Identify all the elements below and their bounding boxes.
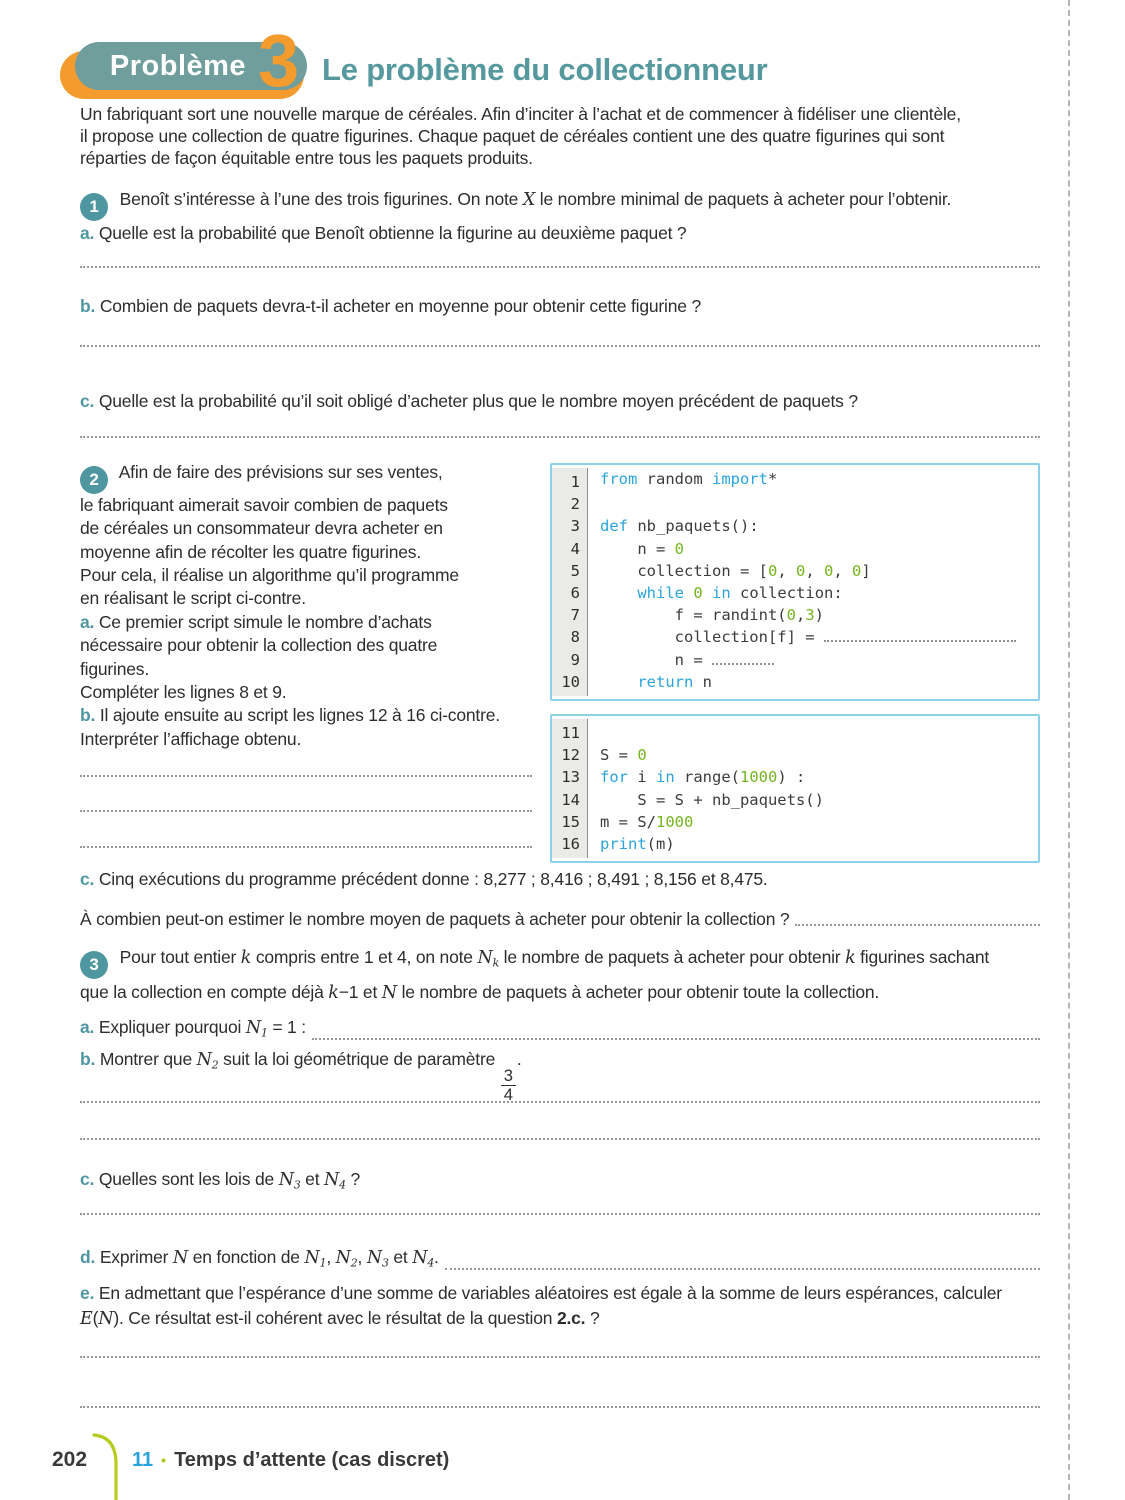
question-3a <box>80 1016 1040 1044</box>
page-title: Le problème du collectionneur <box>322 52 768 87</box>
answer-line <box>80 775 532 777</box>
problem-badge <box>60 19 320 102</box>
code-line: 15 m = S/1000 <box>552 811 1038 833</box>
code-line: 6 while 0 in collection: <box>552 582 1038 604</box>
code-line: 12 S = 0 <box>552 744 1038 766</box>
code-line: 2 <box>552 493 1038 515</box>
chapter-title: Temps d’attente (cas discret) <box>174 1449 450 1471</box>
question-2c-estimate-text: À combien peut-on estimer le nombre moyen de paquets à acheter pour obtenir la collection ? <box>80 909 790 929</box>
chapter-heading <box>132 1449 449 1472</box>
badge-label: Problème <box>109 49 247 82</box>
question-3b: b. Montrer que N2 suit la loi géométrique de paramètre $\frac{3}{4}$ . <box>80 1049 522 1105</box>
question-2c-estimate <box>80 908 1040 930</box>
code-line: 1 from random import* <box>552 465 1038 493</box>
intro-paragraph: Un fabriquant sort une nouvelle marque de céréales. Afin d’inciter à l’achat et de commencer à fidéliser une clientèle, il propose une collection de quatre figurines. Chaque paquet de céréales contient une des quatre figurines qui sont réparties de façon équitable entre tous les paquets produits. <box>80 104 961 168</box>
question-3d <box>80 1246 1040 1274</box>
code-block-2 <box>550 714 1040 863</box>
chapter-separator-dot: • <box>161 1451 167 1468</box>
answer-fill <box>312 1038 1040 1040</box>
code-line: 14 S = S + nb_paquets() <box>552 789 1038 811</box>
question-1-stem: 1 Benoît s’intéresse à l’une des trois figurines. On note X le nombre minimal de paquets à acheter pour l’obtenir. <box>80 188 1040 221</box>
question-1b: b. Combien de paquets devra-t-il acheter en moyenne pour obtenir cette figurine ? <box>80 296 701 316</box>
code-line: 11 <box>552 716 1038 744</box>
question-3-stem: 3 Pour tout entier k compris entre 1 et 4, on note Nk le nombre de paquets à acheter pour obtenir k figurines sachant que la collection en compte déjà k−1 et N le nombre de paquets à acheter pour obtenir toute la collection. <box>80 947 990 1003</box>
code-line: 16 print(m) <box>552 833 1038 861</box>
question-3d-text: d. Exprimer N en fonction de N1, N2, N3 et N4. <box>80 1247 439 1270</box>
answer-line <box>80 266 1040 268</box>
page-number: 202 <box>52 1448 88 1471</box>
question-1c: c. Quelle est la probabilité qu’il soit obligé d’acheter plus que le nombre moyen précédent de paquets ? <box>80 391 858 411</box>
code-line: 10 return n <box>552 671 1038 699</box>
question-3e: e. En admettant que l’espérance d’une somme de variables aléatoires est égale à la somme de leurs espérances, calculer E(N). Ce résultat est-il cohérent avec le résultat de la question 2.c. ? <box>80 1283 1002 1329</box>
chapter-number: 11 <box>132 1449 154 1471</box>
question-1a: a. Quelle est la probabilité que Benoît obtienne la figurine au deuxième paquet ? <box>80 223 687 243</box>
answer-line <box>80 810 532 812</box>
question-3a-text: a. Expliquer pourquoi N1 = 1 : <box>80 1017 306 1040</box>
answer-line <box>80 436 1040 438</box>
badge-number: 3 <box>258 19 300 102</box>
answer-line <box>80 1406 1040 1408</box>
answer-line <box>80 1213 1040 1215</box>
footer-curve <box>84 1432 124 1500</box>
code-line: 13 for i in range(1000) : <box>552 766 1038 788</box>
code-line: 3 def nb_paquets(): <box>552 515 1038 537</box>
answer-line <box>80 1138 1040 1140</box>
code-column <box>550 463 1040 863</box>
answer-line <box>80 345 1040 347</box>
code-line: 4 n = 0 <box>552 538 1038 560</box>
code-line: 9 n = <box>552 649 1038 671</box>
answer-fill <box>795 924 1040 926</box>
answer-line <box>80 1356 1040 1358</box>
answer-line <box>80 1101 1040 1103</box>
code-line: 8 collection[f] = <box>552 626 1038 648</box>
code-block-1 <box>550 463 1040 701</box>
answer-fill <box>445 1268 1040 1270</box>
code-line: 7 f = randint(0,3) <box>552 604 1038 626</box>
question-2c: c. Cinq exécutions du programme précédent donne : 8,277 ; 8,416 ; 8,491 ; 8,156 et 8,475. <box>80 869 768 889</box>
cut-line <box>1068 0 1070 1500</box>
answer-line <box>80 846 532 848</box>
question-2-text: 2 Afin de faire des prévisions sur ses ventes, le fabriquant aimerait savoir combien de paquets de céréales un consommateur devra acheter en moyenne afin de récolter les quatre figurines. Pour cela, il réalise un algorithme qu’il programme en réalisant le script ci-contre. a. Ce premier script simule le nombre d’achats nécessaire pour obtenir la collection des quatre figurines. Compléter les lignes 8 et 9. b. Il ajoute ensuite au script les lignes 12 à 16 ci-contre. Interpréter l’affichage obtenu. <box>80 462 500 749</box>
question-3c: c. Quelles sont les lois de N3 et N4 ? <box>80 1169 361 1192</box>
code-line: 5 collection = [0, 0, 0, 0] <box>552 560 1038 582</box>
